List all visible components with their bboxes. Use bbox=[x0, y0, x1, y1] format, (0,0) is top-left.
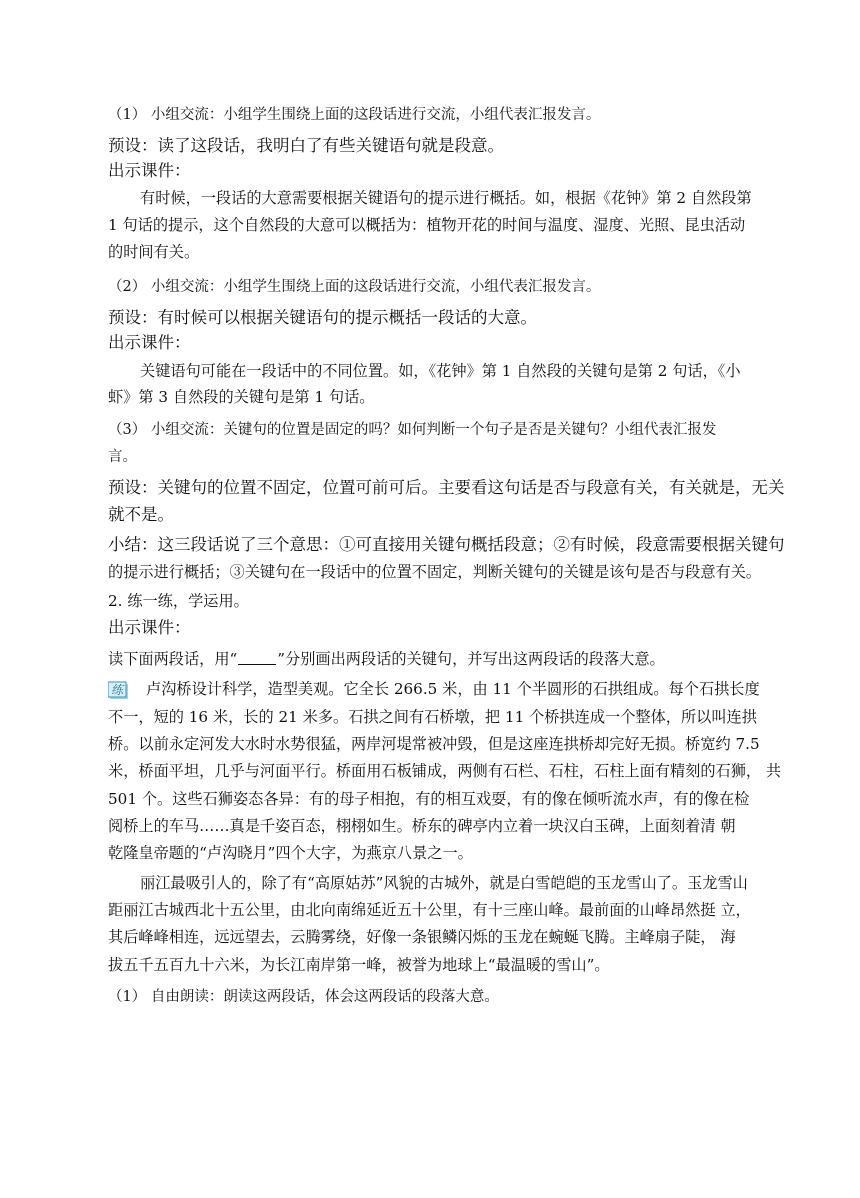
blank-underline bbox=[238, 649, 276, 665]
slide-text-2-line1: 关键语句可能在一段话中的不同位置。如，《花钟》第 1 自然段的关键句是第 2 句话，《小 bbox=[140, 362, 741, 380]
preset-3-line2: 就不是。 bbox=[108, 505, 174, 524]
summary-line1: 小结：这三段话说了三个意思：①可直接用关键句概括段意；②有时候，段意需要根据关键句 bbox=[108, 535, 785, 554]
slide-text-1-line2: 1 句话的提示，这个自然段的大意可以概括为：植物开花的时间与温度、湿度、光照、昆虫活动 bbox=[108, 216, 746, 234]
slide-text-1-line3: 的时间有关。 bbox=[108, 243, 200, 261]
show-slide-heading-2: 出示课件： bbox=[108, 333, 191, 352]
passage1-line6: 阅桥上的车马……真是千姿百态，栩栩如生。桥东的碑亭内立着一块汉白玉碑，上面刻着清 朝 bbox=[108, 817, 736, 835]
slide-text-2-line2: 虾》第 3 自然段的关键句是第 1 句话。 bbox=[108, 388, 375, 406]
passage1-line4: 米，桥面平坦，几乎与河面平行。桥面用石板铺成，两侧有石栏、石柱，石柱上面有精刻的石狮， 共 bbox=[108, 762, 782, 780]
practice-heading: 2. 练一练，学运用。 bbox=[108, 592, 249, 610]
preset-3-line1: 预设：关键句的位置不固定，位置可前可后。主要看这句话是否与段意有关，有关就是，无关 bbox=[108, 478, 785, 497]
passage2-line3: 其后峰峰相连，远远望去，云腾雾绕，好像一条银鳞闪烁的玉龙在蜿蜒飞腾。主峰扇子陡， 海 bbox=[108, 928, 736, 946]
show-slide-heading-3: 出示课件： bbox=[108, 618, 191, 637]
preset-2: 预设：有时候可以根据关键语句的提示概括一段话的大意。 bbox=[108, 308, 537, 327]
passage1-line5: 501 个。这些石狮姿态各异：有的母子相抱，有的相互戏耍，有的像在倾听流水声，有的像在检 bbox=[108, 790, 750, 808]
group-exchange-1: （1） 小组交流：小组学生围绕上面的这段话进行交流，小组代表汇报发言。 bbox=[108, 107, 601, 123]
passage1-line2: 不一，短的 16 米，长的 21 米多。石拱之间有石桥墩，把 11 个桥拱连成一个整体，所以叫连拱 bbox=[108, 708, 757, 726]
free-reading: （1） 自由朗读：朗读这两段话，体会这两段话的段落大意。 bbox=[108, 989, 499, 1005]
preset-1: 预设：读了这段话，我明白了有些关键语句就是段意。 bbox=[108, 136, 504, 155]
passage1-line1: 卢沟桥设计科学，造型美观。它全长 266.5 米，由 11 个半圆形的石拱组成。每个石拱长度 bbox=[146, 680, 760, 698]
show-slide-heading-1: 出示课件： bbox=[108, 161, 191, 180]
group-exchange-2: （2） 小组交流：小组学生围绕上面的这段话进行交流，小组代表汇报发言。 bbox=[108, 279, 601, 295]
passage2-line1: 丽江最吸引人的，除了有“高原姑苏”风貌的古城外，就是白雪皑皑的玉龙雪山了。玉龙雪山 bbox=[140, 874, 748, 892]
group-exchange-3-line1: （3） 小组交流：关键句的位置是固定的吗？如何判断一个句子是否是关键句？小组代表汇报发 bbox=[108, 422, 717, 438]
practice-icon bbox=[108, 681, 130, 701]
passage2-line4: 拔五千五百九十六米，为长江南岸第一峰，被誉为地球上“最温暖的雪山”。 bbox=[108, 956, 610, 974]
instruction-line bbox=[108, 649, 780, 667]
passage2-line2: 距丽江古城西北十五公里，由北向南绵延近五十公里，有十三座山峰。最前面的山峰昂然挺 立， bbox=[108, 901, 751, 919]
slide-text-1-line1: 有时候，一段话的大意需要根据关键语句的提示进行概括。如，根据《花钟》第 2 自然段第 bbox=[140, 189, 752, 207]
passage1-line7: 乾隆皇帝题的“卢沟晓月”四个大字，为燕京八景之一。 bbox=[108, 844, 473, 862]
instruction-part2: ”分别画出两段话的关键句，并写出这两段话的段落大意。 bbox=[277, 650, 665, 669]
passage1-line3: 桥。以前永定河发大水时水势很猛，两岸河堤常被冲毁，但是这座连拱桥却完好无损。桥宽约 7.5 bbox=[108, 735, 760, 753]
practice-icon-label: 练 bbox=[110, 683, 124, 697]
summary-line2: 的提示进行概括；③关键句在一段话中的位置不固定，判断关键句的关键是该句是否与段意有关。 bbox=[108, 563, 762, 581]
group-exchange-3-line2: 言。 bbox=[108, 449, 137, 465]
instruction-part1: 读下面两段话，用“ bbox=[108, 650, 238, 669]
